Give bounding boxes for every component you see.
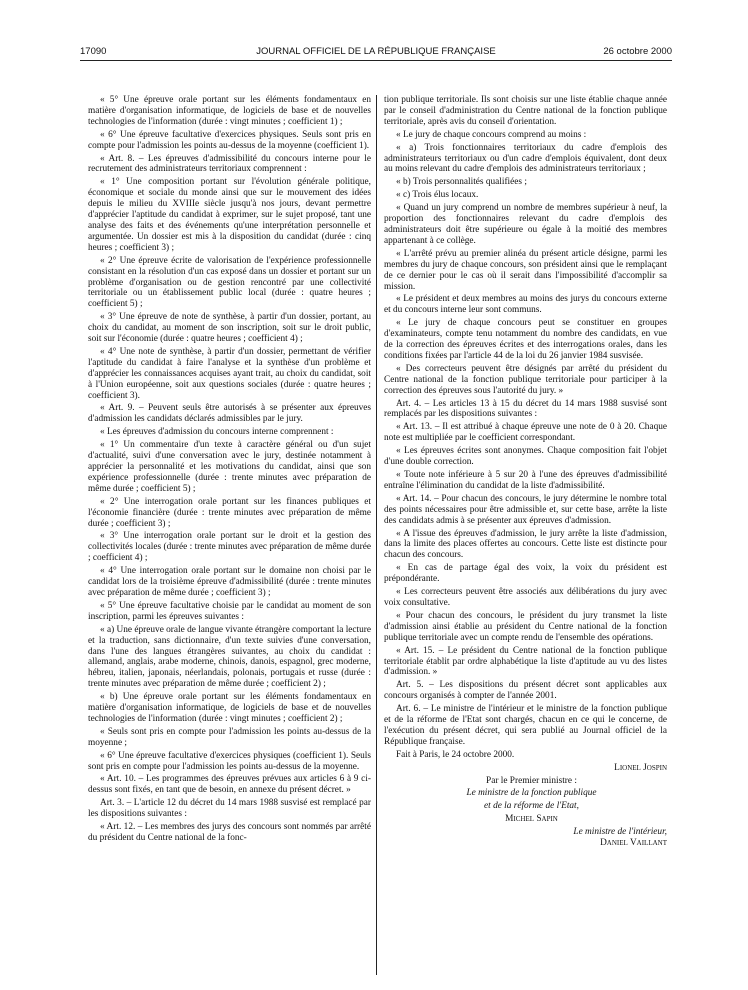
paragraph: « 4° Une note de synthèse, à partir d'un dossier, permettant de vérifier l'aptitude du candidat à faire l'analyse et la synthèse d'un problème et d'apprécier les connaissances acquises ayant trait, au choix du candidat, soit à l'Union européenne, soit aux questions sociales (durée : quatre heures ; coefficient 3). bbox=[88, 346, 371, 401]
paragraph: « Art. 8. – Les épreuves d'admissibilité du concours interne pour le recrutement des administrateurs territoriaux comprennent : bbox=[88, 153, 371, 175]
paragraph: « 6° Une épreuve facultative d'exercices physiques (coefficient 1). Seuls sont pris en compte pour l'admission les points au-dessus de la moyenne. bbox=[88, 750, 371, 772]
paragraph: Art. 6. – Le ministre de l'intérieur et le ministre de la fonction publique et de la réforme de l'Etat sont chargés, chacun en ce qui le concerne, de l'exécution du présent décret, qui sera publié au Journal officiel de la République française. bbox=[384, 704, 667, 747]
paragraph: « 6° Une épreuve facultative d'exercices physiques. Seuls sont pris en compte pour l'admission les points au-dessus de la moyenne (coefficient 1). bbox=[88, 129, 371, 151]
pm-signature: Lionel Jospin bbox=[614, 762, 667, 773]
paragraph: « Le président et deux membres au moins des jurys du concours externe et du concours interne leur sont communs. bbox=[384, 294, 667, 316]
paragraph: « 4° Une interrogation orale portant sur le domaine non choisi par le candidat lors de la troisième épreuve d'admissibilité (durée : trente minutes avec préparation de même durée ; coefficient 3) ; bbox=[88, 566, 371, 598]
paragraph: « 1° Une composition portant sur l'évolution générale politique, économique et sociale du monde ainsi que sur le mouvement des idées depuis le milieu du XVIIIe siècle jusqu'à nos jours, devant permettre d'apprécier l'aptitude du candidat à exprimer, sur le sujet proposé, tant une analyse des faits et des événements qu'une interprétation personnelle et argumentée. Un dossier est mis à la disposition du candidat (durée : cinq heures ; coefficient 3) ; bbox=[88, 177, 371, 253]
paragraph: « b) Trois personnalités qualifiées ; bbox=[396, 177, 527, 188]
paragraph: « 5° Une épreuve facultative choisie par le candidat au moment de son inscription, parmi les épreuves suivantes : bbox=[88, 600, 371, 622]
paragraph: « 3° Une épreuve de note de synthèse, à partir d'un dossier, portant, au choix du candidat, au moment de son inscription, soit sur le droit public, soit sur l'économie (durée : quatre heures ; coefficient 4) ; bbox=[88, 312, 371, 345]
paragraph: Art. 3. – L'article 12 du décret du 14 mars 1988 susvisé est remplacé par les dispositions suivantes : bbox=[88, 798, 371, 820]
paragraph: « Le jury de chaque concours comprend au moins : bbox=[396, 129, 587, 140]
paragraph: « Les épreuves d'admission du concours interne comprennent : bbox=[100, 427, 334, 438]
page-number: 17090 bbox=[80, 46, 107, 57]
paragraph: « En cas de partage égal des voix, la voix du président est prépondérante. bbox=[384, 563, 667, 585]
paragraph: « Les épreuves écrites sont anonymes. Chaque composition fait l'objet d'une double correction. bbox=[384, 446, 667, 468]
journal-title: JOURNAL OFFICIEL DE LA RÉPUBLIQUE FRANÇAISE bbox=[256, 46, 496, 57]
paragraph: « Le jury de chaque concours peut se constituer en groupes d'examinateurs, compte tenu notamment du nombre des candidats, en vue de la correction des épreuves écrites et des interrogations orales, dans les conditions fixées par l'article 44 de la loi du 26 janvier 1984 susvisée. bbox=[384, 318, 667, 361]
paragraph: « Art. 9. – Peuvent seuls être autorisés à se présenter aux épreuves d'admission les candidats déclarés admissibles par le jury. bbox=[88, 403, 371, 425]
paragraph: « b) Une épreuve orale portant sur les éléments fondamentaux en matière d'organisation informatique, de logiciels de base et de nouvelles technologies de l'information (durée : vingt minutes ; coefficient 2) ; bbox=[88, 692, 371, 724]
paragraph: « Seuls sont pris en compte pour l'admission les points au-dessus de la moyenne ; bbox=[88, 726, 371, 748]
left-column bbox=[88, 95, 371, 975]
by-pm-line: Par le Premier ministre : bbox=[486, 775, 577, 786]
paragraph: « Art. 12. – Les membres des jurys des concours sont nommés par arrêté du président du Centre national de la fonc- bbox=[88, 822, 371, 843]
minister-fp-name: Michel Sapin bbox=[505, 814, 558, 825]
paragraph: « Art. 15. – Le président du Centre national de la fonction publique territoriale établit par ordre alphabétique la liste d'aptitude au vu des listes d'admission. » bbox=[384, 645, 667, 678]
paragraph: « L'arrêté prévu au premier alinéa du présent article désigne, parmi les membres du jury de chaque concours, son président ainsi que le remplaçant de ce dernier pour le cas où il serait dans l'impossibilité d'accomplir sa mission. bbox=[384, 248, 667, 292]
paragraph: Art. 4. – Les articles 13 à 15 du décret du 14 mars 1988 susvisé sont remplacés par les dispositions suivantes : bbox=[384, 398, 667, 420]
paragraph: « Art. 13. – Il est attribué à chaque épreuve une note de 0 à 20. Chaque note est multipliée par le coefficient correspondant. bbox=[384, 422, 667, 444]
paragraph: Art. 5. – Les dispositions du présent décret sont applicables aux concours organisés à compter de l'année 2001. bbox=[384, 680, 667, 702]
paragraph: « 5° Une épreuve orale portant sur les éléments fondamentaux en matière d'organisation informatique, de logiciels de base et de nouvelles technologies de l'information (durée : vingt minutes ; coefficient 1) ; bbox=[88, 95, 371, 127]
paragraph: « Quand un jury comprend un nombre de membres supérieur à neuf, la proportion des fonctionnaires relevant du cadre d'emplois des administrateurs doit être supérieure ou égale à la moitié des membres appartenant à ce collège. bbox=[384, 203, 667, 246]
paragraph: « Art. 10. – Les programmes des épreuves prévues aux articles 6 à 9 ci-dessus sont fixés, en tant que de besoin, en annexe du présent décret. » bbox=[88, 774, 371, 796]
column-divider bbox=[376, 95, 377, 975]
paragraph: « a) Trois fonctionnaires territoriaux du cadre d'emplois des administrateurs territoriaux ou d'un cadre d'emplois équivalent, dont deux au moins relevant du cadre d'emplois des administrateurs territoriaux ; bbox=[384, 142, 667, 175]
right-column bbox=[384, 95, 667, 975]
page-header bbox=[80, 46, 672, 61]
minister-int-name: Daniel Vaillant bbox=[600, 838, 667, 849]
paragraph: « Les correcteurs peuvent être associés aux délibérations du jury avec voix consultative. bbox=[384, 587, 667, 608]
done-at: Fait à Paris, le 24 octobre 2000. bbox=[396, 749, 515, 760]
paragraph: « 2° Une interrogation orale portant sur les finances publiques et l'économie financière (durée : trente minutes avec préparation de même durée ; coefficient 3) ; bbox=[88, 496, 371, 529]
minister-fp-title-1: Le ministre de la fonction publique bbox=[466, 788, 597, 799]
paragraph: « a) Une épreuve orale de langue vivante étrangère comportant la lecture et la traduction, sans dictionnaire, d'un texte suivies d'une conversation, dans l'une des langues étrangères suivantes, au choix du candidat : allemand, anglais, arabe moderne, chinois, danois, espagnol, grec moderne, hébreu, italien, japonais, néerlandais, polonais, portugais et russe (durée : trente minutes avec préparation de même durée ; coefficient 2) ; bbox=[88, 624, 371, 690]
issue-date: 26 octobre 2000 bbox=[603, 46, 672, 57]
paragraph: « Toute note inférieure à 5 sur 20 à l'une des épreuves d'admissibilité entraîne l'élimination du candidat de la liste d'admissibilité. bbox=[384, 470, 667, 491]
paragraph: tion publique territoriale. Ils sont choisis sur une liste établie chaque année par le conseil d'administration du Centre national de la fonction publique territoriale, après avis du conseil d'orientation. bbox=[384, 95, 667, 127]
paragraph: « 2° Une épreuve écrite de valorisation de l'expérience professionnelle consistant en la résolution d'un cas exposé dans un dossier et portant sur un problème d'organisation ou de gestion rencontré par une collectivité territoriale ou un établissement public local (durée : quatre heures ; coefficient 5) ; bbox=[88, 255, 371, 310]
minister-int-title: Le ministre de l'intérieur, bbox=[573, 827, 667, 838]
paragraph: « Art. 14. – Pour chacun des concours, le jury détermine le nombre total des points nécessaires pour être admissible et, sur cette base, arrête la liste des candidats admis à se présenter aux épreuves d'admission. bbox=[384, 493, 667, 526]
paragraph: « 1° Un commentaire d'un texte à caractère général ou d'un sujet d'actualité, suivi d'une conversation avec le jury, destinée notamment à apprécier la personnalité et les motivations du candidat, ainsi que son expérience professionnelle (durée : trente minutes avec préparation de même durée ; coefficient 5) ; bbox=[88, 440, 371, 494]
paragraph: « Des correcteurs peuvent être désignés par arrêté du président du Centre national de la fonction publique territoriale pour participer à la correction des épreuves sous l'autorité du jury. » bbox=[384, 363, 667, 396]
paragraph: « A l'issue des épreuves d'admission, le jury arrête la liste d'admission, dans la limite des places offertes au concours. Cette liste est distincte pour chacun des concours. bbox=[384, 528, 667, 561]
paragraph: « Pour chacun des concours, le président du jury transmet la liste d'admission ainsi établie au président du Centre national de la fonction publique territoriale avec un compte rendu de l'ensemble des opérations. bbox=[384, 610, 667, 643]
paragraph: « 3° Une interrogation orale portant sur le droit et la gestion des collectivités locales (durée : trente minutes avec préparation de même durée ; coefficient 4) ; bbox=[88, 531, 371, 564]
paragraph: « c) Trois élus locaux. bbox=[396, 190, 479, 201]
minister-fp-title-2: et de la réforme de l'Etat, bbox=[484, 801, 579, 812]
